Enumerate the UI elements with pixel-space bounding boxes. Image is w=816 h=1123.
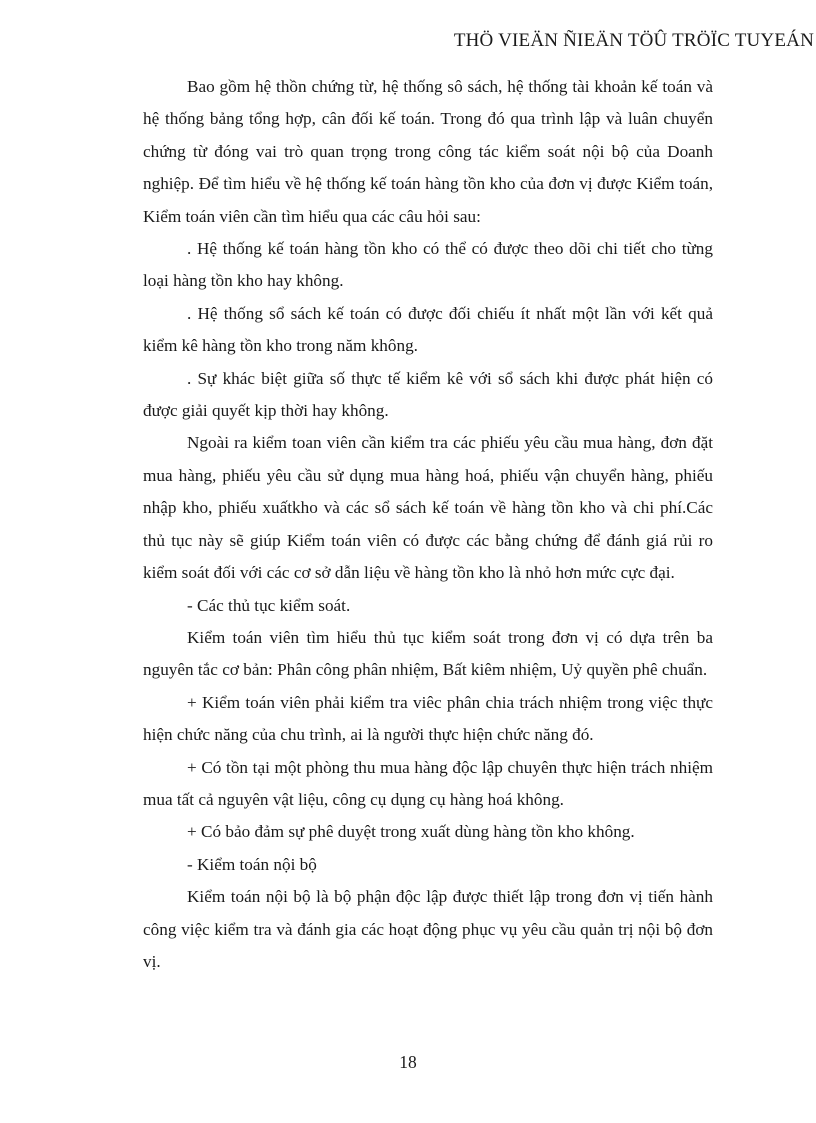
paragraph: + Có bảo đảm sự phê duyệt trong xuất dùng hàng tồn kho không. (187, 822, 635, 842)
paragraph: + Kiểm toán viên phải kiểm tra viêc phân chia trách nhiệm trong việc thực hiện chức năng của chu trình, ai là người thực hiện chức năng đó. (143, 692, 713, 745)
running-header: THÖ VIEÄN ÑIEÄN TÖÛ TRÖÏC TUYEÁN (453, 30, 814, 51)
paragraph: Kiểm toán viên tìm hiểu thủ tục kiểm soát trong đơn vị có dựa trên ba nguyên tắc cơ bản: Phân công phân nhiệm, Bất kiêm nhiệm, Uỷ quyền phê chuẩn. (143, 627, 713, 680)
paragraph: + Có tồn tại một phòng thu mua hàng độc lập chuyên thực hiện trách nhiệm mua tất cả nguyên vật liệu, công cụ dụng cụ hàng hoá không. (143, 757, 713, 809)
document-body (143, 71, 713, 978)
page-number: 18 (399, 1052, 417, 1072)
paragraph: . Sự khác biệt giữa số thực tế kiểm kê với sổ sách khi được phát hiện có được giải quyết kịp thời hay không. (143, 368, 713, 421)
paragraph: Kiểm toán nội bộ là bộ phận độc lập được thiết lập trong đơn vị tiến hành công việc kiểm tra và đánh gia các hoạt động phục vụ yêu cầu quản trị nội bộ đơn vị. (143, 887, 713, 971)
section-heading: - Kiểm toán nội bộ (187, 854, 317, 874)
paragraph: . Hệ thống sổ sách kế toán có được đối chiếu ít nhất một lần với kết quả kiểm kê hàng tồn kho trong năm không. (143, 303, 713, 356)
paragraph: Bao gồm hệ thồn chứng từ, hệ thống sô sách, hệ thống tài khoản kế toán và hệ thống bảng tổng hợp, cân đối kế toán. Trong đó qua trình lập và luân chuyển chứng từ đóng vai trò quan trọng trong công tác kiểm soát nội bộ của Doanh nghiệp. Để tìm hiểu về hệ thống kế toán hàng tồn kho của đơn vị được Kiểm toán, Kiểm toán viên cần tìm hiểu qua các câu hỏi sau: (143, 77, 713, 226)
paragraph: . Hệ thống kế toán hàng tồn kho có thể có được theo dõi chi tiết cho từng loại hàng tồn kho hay không. (143, 239, 713, 291)
section-heading: - Các thủ tục kiểm soát. (187, 595, 351, 615)
paragraph: Ngoài ra kiểm toan viên cần kiểm tra các phiếu yêu cầu mua hàng, đơn đặt mua hàng, phiếu yêu cầu sử dụng mua hàng hoá, phiếu vận chuyển hàng, phiếu nhập kho, phiếu xuấtkho và các sổ sách kế toán về hàng tồn kho và chi phí.Các thủ tục này sẽ giúp Kiểm toán viên có được các bằng chứng để đánh giá rủi ro kiểm soát đối với các cơ sở dẫn liệu về hàng tồn kho là nhỏ hơn mức cực đại. (143, 433, 713, 583)
